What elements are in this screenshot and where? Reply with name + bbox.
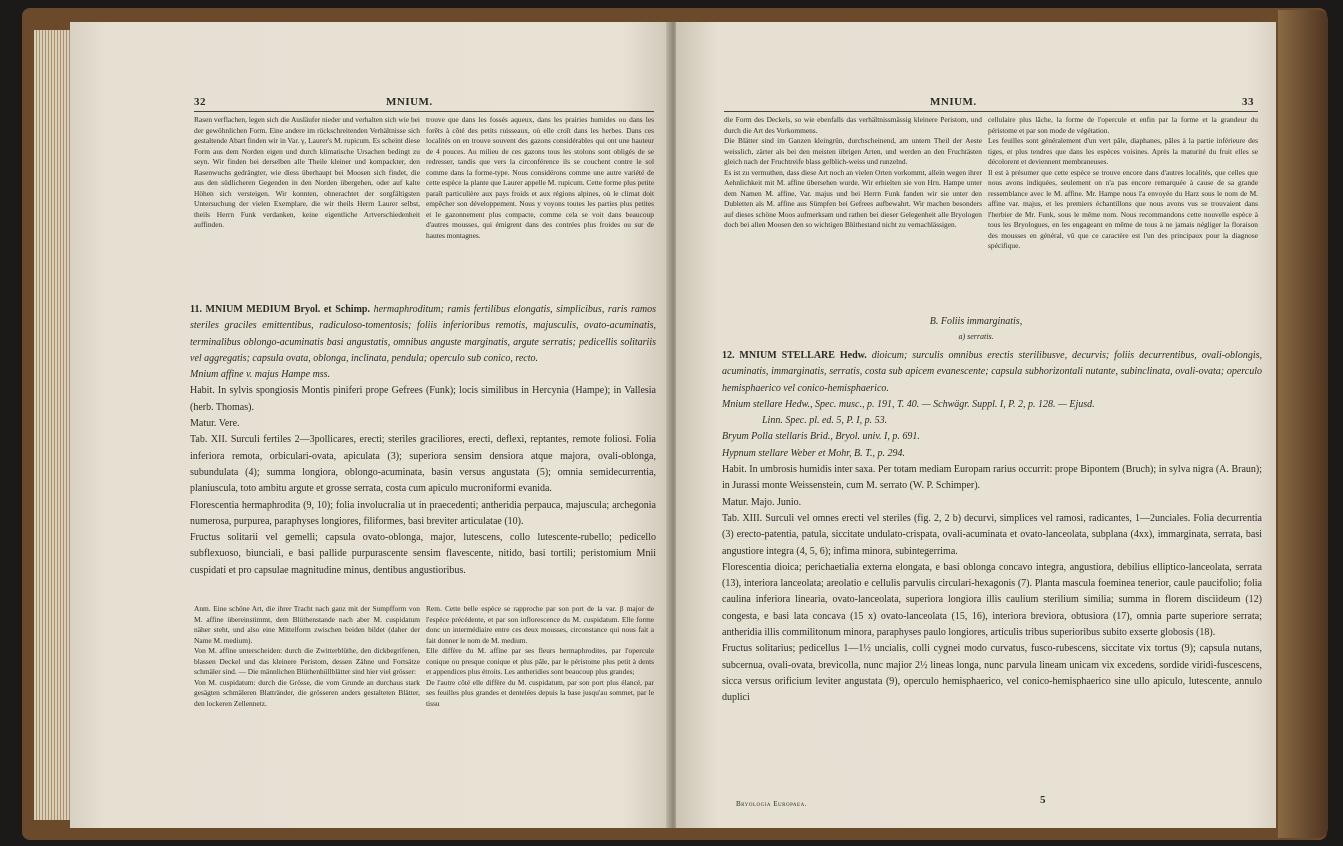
synonym: Mnium affine v. majus Hampe mss.	[190, 369, 331, 381]
left-page	[70, 22, 670, 828]
paragraph: De l'autre côté elle diffère du M. cuspidatum, par son port plus élancé, par ses feuilles plus grandes et dentelées depuis la base jusqu'au sommet, par le tissu	[426, 677, 654, 708]
species-entry-mnium-stellare	[722, 348, 1262, 707]
running-head-right: MNIUM.	[930, 96, 977, 108]
species-diagnosis: dioicum; surculis omnibus erectis sterilibusve, decurvis; foliis decurrentibus, ovali-oblongis, acuminatis, immarginatis, serratis, costa sub apicem evanescente; capsula subhorizontali nutante, subinclinata, ovali-ovata; operculo hemisphaerico vel conico-hemisphaerico.	[722, 350, 1262, 394]
book-fore-edge	[1278, 10, 1328, 838]
florescence: Florescentia hermaphrodita (9, 10); folia involucralia ut in praecedenti; antheridia perpauca, majuscula; archegonia numerosa, purpurea, paraphyses longiores, filiformes, basi breviter articulatae (10).	[190, 499, 656, 527]
habitat: Habit. In sylvis spongiosis Montis piniferi prope Gefrees (Funk); locis similibus in Hercynia (Hampe); in Vallesia (herb. Thomas).	[190, 385, 656, 413]
fruit: Fructus solitarius; pedicellus 1—1½ uncialis, colli cygnei modo curvatus, fusco-rubescens, siccitate vix tortus (9); capsula nutans, subcernua, ovali-ovata, brevicolla, nunc majior 2½ lineas longa, nunc parvula lineam unicam vix excedens, sordide viridi-fuscescens, sicca versus orificium leviter angustata (9), operculo hemisphaerico, vel conico-hemisphaerico sine ullo apiculo, lutescente, annulo duplici	[722, 643, 1262, 704]
paragraph: Il est à présumer que cette espèce se trouve encore dans d'autres localités, que celles que nous avons indiquées, seulement on n'a pas encore remarquée à cause de sa grande ressemblance avec le M. affine. Mr. Hampe nous l'a envoyée du Harz sous le nom de M. affine var. majus, et les premiers échantillons que nous avons vus se trouvaient dans l'herbier de Mr. Funk, sous le même nom. Nous recommandons cette nouvelle espèce à tous les Bryologues, en les engageant en même de tous à ne jamais négliger la floraison des mousses en général, vû que ce caractère est l'un des principaux pour la diagnose spécifique.	[988, 167, 1258, 250]
paragraph: Von M. affine unterscheiden: durch die Zwitterblüthe, den dickbegrifenen, blassen Deckel und das kleinere Peristom, dessen Zähne und Fortsätze schmäler sind. — Die männlichen Blüthenhüllblätter sind hier viel grösser:	[194, 646, 420, 676]
running-head-left: MNIUM.	[386, 96, 433, 108]
fruit: Fructus solitarii vel gemelli; capsula ovato-oblonga, major, lutescens, collo lutescente-rubello; pedicello subflexuoso, biunciali, e basi pallide purpurascente sensim flavescente, nitido, basi tortili; peristomium Mnii cuspidati et pro capsulae magnitudine minus, dentibus angustioribus.	[190, 532, 656, 576]
plate-description: Tab. XIII. Surculi vel omnes erecti vel steriles (fig. 2, 2 b) decurvi, simplices vel ramosi, radicantes, 1—2unciales. Folia decurrentia (3) erecto-patentia, patula, siccitate undulato-crispata, ovali-acuminata et ovato-lanceolata, subplana (4xx), immarginata, serrata, basi angustiore integra (4, 5, 6); infima minora, subintegerrima.	[722, 512, 1262, 557]
habitat: Habit. In umbrosis humidis inter saxa. Per totam mediam Europam rarius occurrit: prope Bipontem (Bruch); in sylva nigra (A. Braun); in Jurassi monte Weissenstein, cum M. serrato (W. P. Schimper).	[722, 464, 1262, 492]
species-heading: 11. MNIUM MEDIUM Bryol. et Schimp.	[190, 304, 370, 315]
right-german-column	[724, 115, 982, 231]
right-page	[676, 22, 1276, 828]
reference: Mnium stellare Hedw., Spec. musc., p. 191, T. 40. — Schwägr. Suppl. I, P. 2, p. 128. — Ejusd.	[722, 398, 1095, 410]
paragraph: Rasen verflachen, legen sich die Ausläufer nieder und verhalten sich wie bei der gewöhnlichen Form. Eine andere im rückschreitenden Verhältnisse sich gestaltende Abart finden wir in Var. γ, Laurer's M. rupicum. Es scheint diese Form aus dem Norden eigen und durch klimatische Ursachen bedingt zu seyn. Wir finden bei derselben alle Theile kleiner und kompackter, den Rasenwuchs gedrängter, wie diess überhaupt bei Moosen sich findet, die aus den südlicheren Gegenden in den Norden übergehen, oder auf kalte Höhen sich versteigen. Wir konnten, ohnerachtet der sorgfältigsten Untersuchung der vielen Exemplare, die wir theils Herrn Laurer selbst, theils Herrn Funk verdanken, keine eigentliche Artverschiedenheit auffinden.	[194, 115, 420, 229]
right-french-column	[988, 115, 1258, 252]
paragraph: Anm. Eine schöne Art, die ihrer Tracht nach ganz mit der Sumpfform von M. affine übereinstimmt, dem Blüthenstande nach aber M. cuspidatum näher steht, und also eine Mittelform zwischen beiden bildet (daher der Name M. medium).	[194, 604, 420, 645]
subsection-heading-a: a) serratis.	[958, 332, 994, 341]
section-heading-b: B. Foliis immarginatis,	[929, 316, 1023, 327]
page-number-left: 32	[194, 96, 206, 108]
species-heading: 12. MNIUM STELLARE Hedw.	[722, 350, 867, 361]
paragraph: die Form des Deckels, so wie ebenfalls das verhältnissmässig kleinere Peristom, und durch die Art des Vorkommens.	[724, 115, 982, 135]
paragraph: Die Blätter sind im Ganzen kleingrün, durchscheinend, am untern Theil der Aeste weisslich, zärter als bei den meisten übrigen Arten, und werden an den Fruchtästen gleich nach der Fruchtreife blass gelblich-weiss und runzelnd.	[724, 136, 982, 166]
header-rule-left	[194, 111, 654, 112]
reference: Bryum Polla stellaris Brid., Bryol. univ. I, p. 691.	[722, 431, 920, 443]
paragraph: trouve que dans les fossés aqueux, dans les prairies humides ou dans les forêts à côté des petits ruisseaux, où elle croît dans les herbes. Dans ces localités on en trouve souvent des gazons considérables qui ont une hauteur de 4 pouces. Au milieu de ces gazons tous les stolons sont obligés de se redresser, tandis que vers la circonférence ils se couchent contre le sol comme dans la forme-type. Nous considérons comme une autre variété de cette espèce la plante que Laurer appelle M. rupicum. Cette forme plus petite paraît particulière aux pays froids et aux régions alpines, où le climat doit empêcher son développement. Nous y voyons toutes les parties plus petites et le gazonnement plus compacte, comme cela se voit dans beaucoup d'autres mousses, qui émigrent dans des contrées plus froides ou sur de hautes montagnes.	[426, 115, 654, 240]
page-number-right: 33	[1242, 96, 1254, 108]
maturity: Matur. Majo. Junio.	[722, 496, 802, 508]
paragraph: Les feuilles sont généralement d'un vert pâle, diaphanes, pâles à la partie inférieure des tiges, et plus tendres que dans les espèces voisines. Après la maturité du fruit elles se décolorent et deviennent membraneuses.	[988, 136, 1258, 166]
left-remark-french	[426, 604, 654, 709]
paragraph: Rem. Cette belle espèce se rapproche par son port de la var. β major de l'espèce précédente, et par son inflorescence du M. cuspidatum. Elle forme donc un intermédiaire entre ces deux mousses, circonstance qui nous fait a fait donner le nom de M. medium.	[426, 604, 654, 645]
page-edges	[34, 30, 70, 820]
left-german-column	[194, 115, 420, 231]
reference: Linn. Spec. pl. ed. 5, P. I, p. 53.	[762, 415, 888, 427]
species-diagnosis: hermaphroditum; ramis fertilibus elongatis, simplicibus, raris ramos steriles graciles emittentibus, radiculoso-tomentosis; foliis inferioribus remotis, majusculis, ovato-acuminatis, terminalibus oblongo-acuminatis basi angustatis, omnibus anguste marginatis, argute serratis; pedicellis solitariis vel aggregatis; capsula ovata, oblonga, inclinata, pendula; operculo sub conico, recto.	[190, 304, 656, 364]
signature-number: 5	[1040, 794, 1046, 806]
maturity: Matur. Vere.	[190, 418, 240, 430]
header-rule-right	[724, 111, 1258, 112]
left-remark-german	[194, 604, 420, 709]
paragraph: Von M. cuspidatum: durch die Grösse, die vom Grunde an durchaus stark gesägten schmäleren Blattränder, die grösseren anders gestalteten Blätter, den lockeren Zellennetz.	[194, 677, 420, 708]
reference: Hypnum stellare Weber et Mohr, B. T., p. 294.	[722, 447, 905, 459]
paragraph: Es ist zu vermuthen, dass diese Art noch an vielen Orten vorkommt, allein wegen ihrer Aehnlichkeit mit M. affine übersehen wurde. Wir erhielten sie von Hrn. Hampe unter dem Namen M. affine, Var. majus und bei Herrn Funk fanden wir sie unter den Dubletten als M. affine aus Sümpfen bei Gefrees aufbewahrt. Wir machen besonders auf dieses schöne Moos aufmerksam und rathen bei dieser Gelegenheit alle Bryologen doch bei allen Moosen den so wichtigen Blüthestand nicht zu vernachlässigen.	[724, 167, 982, 229]
left-french-column	[426, 115, 654, 241]
signature-mark: Bryologia Europaea.	[736, 800, 807, 808]
paragraph: cellulaire plus lâche, la forme de l'opercule et enfin par la forme et la grandeur du péristome et par son mode de végétation.	[988, 115, 1258, 135]
paragraph: Elle diffère du M. affine par ses fleurs hermaphrodites, par l'opercule conique ou presque conique et plus pâle, par le péristome plus petit à dents et appendices plus étroits. Les antheridies sont beaucoup plus grandes;	[426, 646, 654, 676]
florescence: Florescentia dioica; perichaetialia externa elongata, e basi oblonga concavo integra, angustiora, debilius elliptico-lanceolata, serrata (13), interiora lanceolata; areolatio e cellulis parvulis circulari-hexagonis (7). Planta mascula foeminea tenerior, caule paucifolio; folia caulina inferiora linearia, ovato-lanceolata, superiora longiora illis caulium sterilium similia; summa in florem disciideum (12) congesta, e basi lata concava (15 x) ovato-lanceolata (15, 16), interiora breviora, obtusiora (17), omnia parte superiore serrata; antheridia illis commilitonum minora, paraphyses paulo longiores, articulis tribus superioribus subito exserte globosis (18).	[722, 561, 1262, 639]
plate-description: Tab. XII. Surculi fertiles 2—3pollicares, erecti; steriles graciliores, erecti, deflexi, reptantes, remote foliosi. Folia inferiora remota, orbiculari-ovata, apiculata (3); superiora sensim densiora atque majora, ovali-oblonga, subundulata (4); summa longiora, oblongo-acuminata, basin versus angustata (5); omnia semidecurrentia, planiuscula, toto ambitu argute et grosse serrata, costa cum apiculo mucroniformi evanida.	[190, 434, 656, 495]
species-entry-mnium-medium	[190, 302, 656, 579]
